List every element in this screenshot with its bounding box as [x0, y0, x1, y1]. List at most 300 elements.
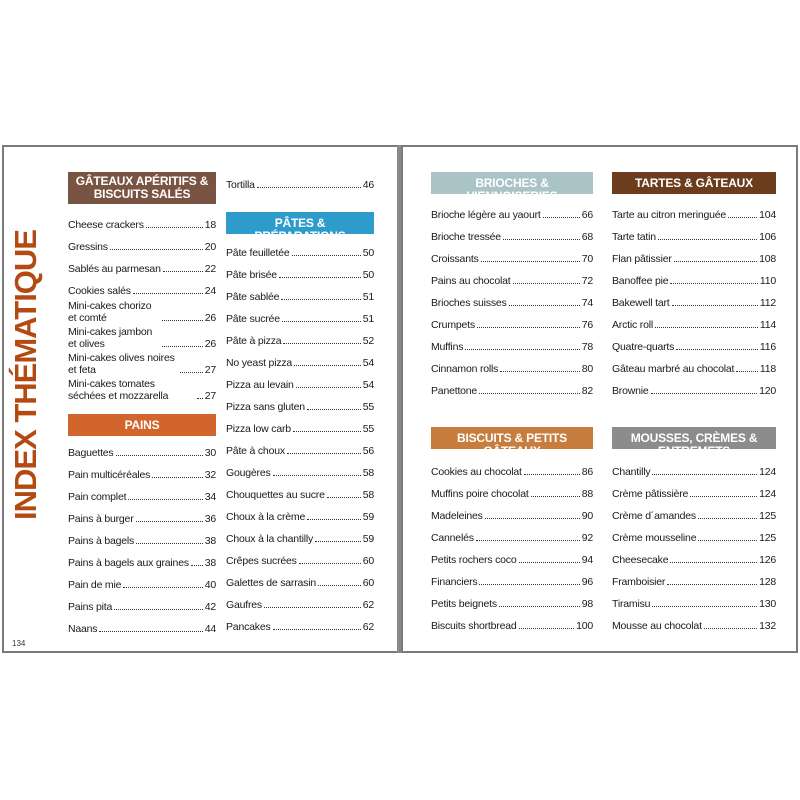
entry-page-number: 38	[204, 557, 216, 569]
entry-page-number: 82	[581, 385, 593, 397]
entry-page-number: 100	[576, 620, 593, 632]
pates-list	[226, 240, 374, 636]
index-entry[interactable]	[226, 438, 374, 460]
entry-page-number: 88	[581, 488, 593, 500]
entry-dot-leader	[163, 271, 203, 272]
entry-dot-leader	[519, 628, 575, 629]
entry-dot-leader	[676, 349, 758, 350]
index-entry[interactable]	[431, 290, 593, 312]
entry-page-number: 32	[204, 469, 216, 481]
entry-name: Bakewell tart	[612, 297, 670, 309]
entry-dot-leader	[264, 607, 361, 608]
entry-dot-leader	[658, 239, 757, 240]
entry-dot-leader	[519, 562, 580, 563]
entry-name: Cookies salés	[68, 285, 131, 297]
entry-name: Tarte au citron meringuée	[612, 209, 727, 221]
entry-name: Crème pâtissière	[612, 488, 689, 500]
entry-dot-leader	[667, 584, 757, 585]
entry-page-number: 27	[204, 390, 216, 402]
mousses-list	[612, 459, 776, 635]
entry-name: Panettone	[431, 385, 478, 397]
entry-dot-leader	[327, 497, 361, 498]
right-column-1	[431, 172, 593, 635]
entry-name: Pancakes	[226, 621, 271, 633]
index-entry[interactable]	[431, 246, 593, 268]
entry-page-number: 76	[581, 319, 593, 331]
entry-page-number: 68	[581, 231, 593, 243]
left-page	[2, 145, 399, 653]
entry-page-number: 60	[362, 577, 374, 589]
index-entry[interactable]	[431, 312, 593, 334]
entry-dot-leader	[479, 393, 580, 394]
index-entry[interactable]	[226, 240, 374, 262]
index-entry[interactable]	[431, 378, 593, 400]
entry-name: Pains à bagels aux graines	[68, 557, 189, 569]
entry-dot-leader	[736, 371, 758, 372]
entry-name: Madeleines	[431, 510, 483, 522]
entry-name: Tortilla	[226, 179, 255, 191]
index-entry[interactable]	[68, 256, 216, 278]
entry-page-number: 98	[581, 598, 593, 610]
entry-name: Pâte sablée	[226, 291, 280, 303]
entry-name: Brioche légère au yaourt	[431, 209, 541, 221]
tortilla-list	[226, 172, 374, 194]
index-entry[interactable]	[612, 312, 776, 334]
index-entry[interactable]	[431, 481, 593, 503]
index-entry[interactable]	[612, 525, 776, 547]
index-entry[interactable]	[226, 328, 374, 350]
entry-dot-leader	[99, 631, 202, 632]
entry-page-number: 116	[759, 341, 776, 353]
section-header-biscuits: BISCUITS & PETITS GÂTEAUX	[431, 427, 593, 449]
entry-dot-leader	[509, 305, 580, 306]
entry-name: Crème d´amandes	[612, 510, 696, 522]
entry-dot-leader	[307, 519, 361, 520]
entry-page-number: 34	[204, 491, 216, 503]
index-entry[interactable]	[68, 234, 216, 256]
entry-name: Mousse au chocolat	[612, 620, 702, 632]
entry-dot-leader	[500, 371, 579, 372]
entry-name: Cannelés	[431, 532, 474, 544]
left-column-1	[68, 172, 216, 638]
entry-page-number: 125	[759, 510, 776, 522]
entry-name: Cheesecake	[612, 554, 669, 566]
index-entry[interactable]	[612, 290, 776, 312]
entry-dot-leader	[670, 562, 757, 563]
section-header-tartes: TARTES & GÂTEAUX	[612, 172, 776, 194]
entry-dot-leader	[318, 585, 361, 586]
entry-name: Brownie	[612, 385, 649, 397]
entry-page-number: 55	[362, 401, 374, 413]
entry-page-number: 126	[759, 554, 776, 566]
entry-page-number: 110	[759, 275, 776, 287]
index-title: INDEX THÉMATIQUE	[8, 230, 43, 520]
section-header-pains: PAINS	[68, 414, 216, 436]
entry-dot-leader	[136, 521, 203, 522]
entry-name: Gaufres	[226, 599, 262, 611]
section-header-gateaux-aperitifs: GÂTEAUX APÉRITIFS & BISCUITS SALÉS	[68, 172, 216, 204]
entry-name: Biscuits shortbread	[431, 620, 517, 632]
entry-name: Gressins	[68, 241, 108, 253]
entry-dot-leader	[257, 187, 361, 188]
entry-name: Pâte feuilletée	[226, 247, 290, 259]
entry-dot-leader	[499, 606, 580, 607]
entry-name: Crêpes sucrées	[226, 555, 297, 567]
entry-page-number: 96	[581, 576, 593, 588]
entry-page-number: 124	[759, 466, 776, 478]
entry-dot-leader	[123, 587, 202, 588]
section-header-mousses: MOUSSES, CRÈMES & ENTREMETS	[612, 427, 776, 449]
entry-page-number: 92	[581, 532, 593, 544]
index-entry[interactable]	[226, 614, 374, 636]
entry-name: Arctic roll	[612, 319, 653, 331]
entry-page-number: 56	[362, 445, 374, 457]
index-entry[interactable]	[226, 394, 374, 416]
entry-dot-leader	[672, 305, 758, 306]
entry-name: Crème mousseline	[612, 532, 697, 544]
entry-name: Pâte à pizza	[226, 335, 282, 347]
entry-dot-leader	[655, 327, 758, 328]
entry-dot-leader	[531, 496, 580, 497]
entry-page-number: 108	[759, 253, 776, 265]
index-entry[interactable]	[612, 268, 776, 290]
right-column-2	[612, 172, 776, 635]
entry-dot-leader	[698, 518, 757, 519]
entry-dot-leader	[704, 628, 757, 629]
entry-name: Pains au chocolat	[431, 275, 511, 287]
entry-name: Mini-cakes jambon et olives	[68, 326, 153, 350]
index-entry[interactable]	[226, 416, 374, 438]
entry-dot-leader	[116, 455, 203, 456]
entry-dot-leader	[513, 283, 580, 284]
entry-name: Cookies au chocolat	[431, 466, 522, 478]
index-entry[interactable]	[431, 547, 593, 569]
entry-name: Mini-cakes chorizo et comté	[68, 300, 152, 324]
entry-dot-leader	[191, 565, 203, 566]
entry-name: Brioche tressée	[431, 231, 501, 243]
entry-page-number: 51	[362, 313, 374, 325]
entry-name: Pain multicéréales	[68, 469, 151, 481]
index-entry[interactable]	[431, 224, 593, 246]
entry-name: Quatre-quarts	[612, 341, 675, 353]
index-entry[interactable]	[68, 506, 216, 528]
entry-page-number: 72	[581, 275, 593, 287]
entry-name: Banoffee pie	[612, 275, 669, 287]
entry-dot-leader	[128, 499, 202, 500]
entry-dot-leader	[146, 227, 203, 228]
entry-page-number: 50	[362, 269, 374, 281]
entry-name: No yeast pizza	[226, 357, 293, 369]
entry-name: Choux à la chantilly	[226, 533, 314, 545]
entry-page-number: 62	[362, 599, 374, 611]
entry-dot-leader	[273, 475, 361, 476]
entry-page-number: 38	[204, 535, 216, 547]
entry-dot-leader	[287, 453, 361, 454]
entry-dot-leader	[690, 496, 757, 497]
index-entry[interactable]	[431, 525, 593, 547]
entry-dot-leader	[728, 217, 757, 218]
index-entry[interactable]	[226, 350, 374, 372]
entry-name: Cheese crackers	[68, 219, 144, 231]
entry-name: Petits beignets	[431, 598, 497, 610]
index-entry[interactable]	[431, 356, 593, 378]
entry-page-number: 60	[362, 555, 374, 567]
entry-page-number: 59	[362, 511, 374, 523]
entry-name: Brioches suisses	[431, 297, 507, 309]
entry-page-number: 114	[759, 319, 776, 331]
index-entry[interactable]	[226, 548, 374, 570]
entry-name: Mini-cakes tomates séchées et mozzarella	[68, 378, 169, 402]
entry-name: Muffins poire chocolat	[431, 488, 529, 500]
entry-page-number: 112	[759, 297, 776, 309]
entry-dot-leader	[293, 431, 361, 432]
index-entry[interactable]	[226, 262, 374, 284]
index-entry[interactable]	[68, 528, 216, 550]
index-entry[interactable]	[68, 440, 216, 462]
entry-name: Gâteau marbré au chocolat	[612, 363, 735, 375]
entry-dot-leader	[281, 299, 360, 300]
entry-dot-leader	[282, 321, 361, 322]
entry-dot-leader	[283, 343, 360, 344]
entry-name: Naans	[68, 623, 98, 635]
entry-name: Financiers	[431, 576, 478, 588]
entry-page-number: 70	[581, 253, 593, 265]
entry-page-number: 26	[204, 312, 216, 324]
index-entry[interactable]	[612, 334, 776, 356]
index-entry[interactable]	[68, 550, 216, 572]
entry-page-number: 66	[581, 209, 593, 221]
entry-page-number: 132	[759, 620, 776, 632]
index-entry[interactable]	[226, 570, 374, 592]
entry-dot-leader	[674, 261, 757, 262]
biscuits-list	[431, 459, 593, 635]
entry-dot-leader	[197, 398, 203, 399]
page-number: 134	[12, 639, 26, 648]
entry-name: Choux à la crème	[226, 511, 306, 523]
entry-name: Tarte tatin	[612, 231, 656, 243]
entry-dot-leader	[180, 372, 203, 373]
book-spread	[2, 145, 798, 651]
entry-page-number: 118	[759, 363, 776, 375]
entry-dot-leader	[114, 609, 203, 610]
index-entry[interactable]	[612, 378, 776, 400]
entry-page-number: 128	[759, 576, 776, 588]
index-entry[interactable]	[612, 202, 776, 224]
entry-name: Pain de mie	[68, 579, 122, 591]
entry-name: Pizza low carb	[226, 423, 291, 435]
entry-name: Pains pita	[68, 601, 113, 613]
entry-page-number: 36	[204, 513, 216, 525]
left-column-2	[226, 172, 374, 636]
section-header-pates: PÂTES & PRÉPARATIONS	[226, 212, 374, 234]
index-entry[interactable]	[612, 246, 776, 268]
entry-dot-leader	[110, 249, 203, 250]
entry-page-number: 124	[759, 488, 776, 500]
index-entry[interactable]	[226, 526, 374, 548]
index-entry[interactable]	[612, 569, 776, 591]
entry-name: Chantilly	[612, 466, 651, 478]
entry-page-number: 74	[581, 297, 593, 309]
entry-page-number: 86	[581, 466, 593, 478]
entry-page-number: 55	[362, 423, 374, 435]
index-entry[interactable]	[431, 613, 593, 635]
entry-name: Crumpets	[431, 319, 475, 331]
entry-dot-leader	[279, 277, 361, 278]
entry-name: Chouquettes au sucre	[226, 489, 325, 501]
entry-name: Gougères	[226, 467, 271, 479]
entry-name: Mini-cakes olives noires et feta	[68, 352, 175, 376]
right-page	[401, 145, 798, 653]
entry-page-number: 20	[204, 241, 216, 253]
index-entry[interactable]	[68, 278, 216, 300]
entry-page-number: 24	[204, 285, 216, 297]
entry-page-number: 104	[759, 209, 776, 221]
tartes-list	[612, 202, 776, 400]
entry-page-number: 90	[581, 510, 593, 522]
entry-page-number: 27	[204, 364, 216, 376]
index-entry[interactable]	[431, 334, 593, 356]
entry-page-number: 22	[204, 263, 216, 275]
entry-dot-leader	[315, 541, 361, 542]
entry-dot-leader	[152, 477, 203, 478]
index-entry[interactable]	[612, 547, 776, 569]
entry-dot-leader	[485, 518, 580, 519]
entry-dot-leader	[476, 540, 580, 541]
index-entry[interactable]	[68, 300, 216, 326]
entry-dot-leader	[296, 387, 361, 388]
entry-page-number: 18	[204, 219, 216, 231]
entry-page-number: 26	[204, 338, 216, 350]
index-entry[interactable]	[68, 326, 216, 352]
brioches-list	[431, 202, 593, 400]
gateaux-aperitifs-list	[68, 212, 216, 404]
entry-page-number: 40	[204, 579, 216, 591]
entry-name: Pizza au levain	[226, 379, 294, 391]
index-entry[interactable]	[431, 202, 593, 224]
entry-page-number: 54	[362, 379, 374, 391]
entry-name: Pains à burger	[68, 513, 134, 525]
index-entry[interactable]	[226, 460, 374, 482]
index-entry[interactable]	[612, 356, 776, 378]
entry-name: Pizza sans gluten	[226, 401, 305, 413]
index-entry[interactable]	[226, 482, 374, 504]
index-entry[interactable]	[68, 594, 216, 616]
entry-name: Cinnamon rolls	[431, 363, 499, 375]
entry-page-number: 42	[204, 601, 216, 613]
section-header-brioches: BRIOCHES & VIENNOISERIES	[431, 172, 593, 194]
entry-page-number: 30	[204, 447, 216, 459]
entry-page-number: 120	[759, 385, 776, 397]
entry-page-number: 62	[362, 621, 374, 633]
entry-page-number: 44	[204, 623, 216, 635]
index-entry[interactable]	[431, 569, 593, 591]
entry-dot-leader	[651, 393, 758, 394]
entry-dot-leader	[670, 283, 757, 284]
entry-page-number: 58	[362, 467, 374, 479]
index-entry[interactable]	[431, 459, 593, 481]
entry-dot-leader	[299, 563, 361, 564]
entry-dot-leader	[136, 543, 203, 544]
entry-page-number: 80	[581, 363, 593, 375]
index-entry[interactable]	[68, 484, 216, 506]
entry-page-number: 78	[581, 341, 593, 353]
index-entry[interactable]	[68, 462, 216, 484]
index-entry[interactable]	[431, 268, 593, 290]
index-entry[interactable]	[68, 378, 216, 404]
entry-page-number: 106	[759, 231, 776, 243]
entry-name: Pâte sucrée	[226, 313, 280, 325]
entry-name: Galettes de sarrasin	[226, 577, 316, 589]
entry-dot-leader	[524, 474, 580, 475]
index-entry[interactable]	[68, 352, 216, 378]
entry-dot-leader	[307, 409, 361, 410]
index-entry[interactable]	[68, 212, 216, 234]
index-entry[interactable]	[612, 224, 776, 246]
entry-name: Muffins	[431, 341, 464, 353]
entry-dot-leader	[698, 540, 757, 541]
entry-name: Pâte brisée	[226, 269, 277, 281]
entry-dot-leader	[292, 255, 361, 256]
index-entry[interactable]	[431, 503, 593, 525]
entry-dot-leader	[481, 261, 580, 262]
entry-name: Pain complet	[68, 491, 127, 503]
index-entry[interactable]	[226, 592, 374, 614]
entry-page-number: 51	[362, 291, 374, 303]
index-entry[interactable]	[226, 372, 374, 394]
index-entry[interactable]	[226, 284, 374, 306]
index-entry[interactable]	[226, 306, 374, 328]
entry-name: Sablés au parmesan	[68, 263, 161, 275]
entry-dot-leader	[133, 293, 203, 294]
index-entry[interactable]	[612, 591, 776, 613]
entry-dot-leader	[273, 629, 361, 630]
pains-list	[68, 440, 216, 638]
entry-dot-leader	[162, 346, 203, 347]
index-entry[interactable]	[226, 504, 374, 526]
entry-page-number: 58	[362, 489, 374, 501]
entry-dot-leader	[162, 320, 203, 321]
entry-name: Framboisier	[612, 576, 666, 588]
entry-name: Flan pâtissier	[612, 253, 672, 265]
entry-dot-leader	[465, 349, 579, 350]
entry-dot-leader	[503, 239, 580, 240]
index-entry[interactable]	[612, 613, 776, 635]
entry-name: Petits rochers coco	[431, 554, 517, 566]
entry-page-number: 125	[759, 532, 776, 544]
entry-page-number: 50	[362, 247, 374, 259]
entry-name: Croissants	[431, 253, 479, 265]
entry-dot-leader	[294, 365, 361, 366]
entry-page-number: 52	[362, 335, 374, 347]
index-entry[interactable]	[68, 616, 216, 638]
index-entry[interactable]	[612, 503, 776, 525]
entry-name: Pâte à choux	[226, 445, 285, 457]
index-entry[interactable]	[226, 172, 374, 194]
entry-dot-leader	[477, 327, 580, 328]
index-entry[interactable]	[431, 591, 593, 613]
index-entry[interactable]	[612, 481, 776, 503]
entry-page-number: 46	[362, 179, 374, 191]
entry-dot-leader	[479, 584, 579, 585]
entry-name: Tiramisu	[612, 598, 651, 610]
entry-page-number: 59	[362, 533, 374, 545]
index-entry[interactable]	[612, 459, 776, 481]
index-entry[interactable]	[68, 572, 216, 594]
entry-name: Pains à bagels	[68, 535, 135, 547]
entry-page-number: 54	[362, 357, 374, 369]
entry-name: Baguettes	[68, 447, 114, 459]
entry-dot-leader	[652, 474, 757, 475]
